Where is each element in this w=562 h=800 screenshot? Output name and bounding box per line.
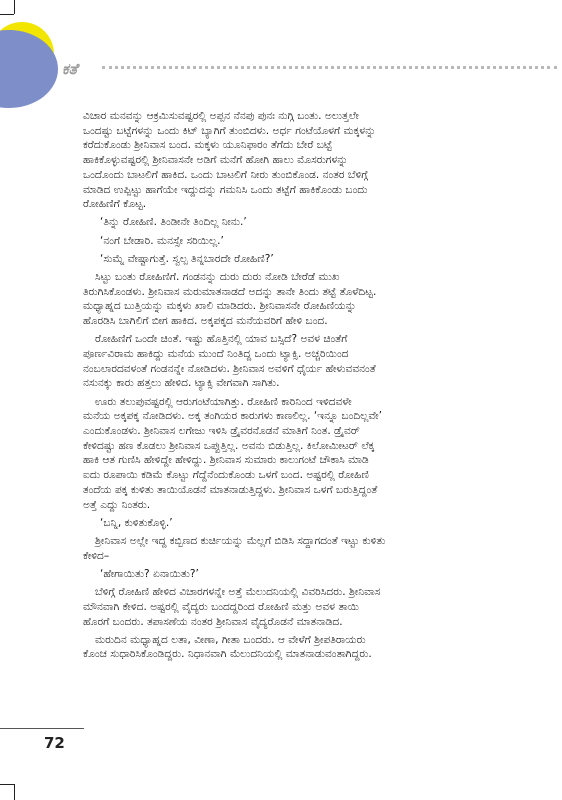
text-line: ಹಾಕಿ ಆತ ಗುಣಿಸಿ ಹೇಳಿದ್ದೇ ಹೇಳಿದ್ದು. ಶ್ರೀನಿವಾಸ ಸುಮಾರು ಕಾಲುಗಂಟೆ ಚೌಕಾಸಿ ಮಾಡಿ xyxy=(83,454,369,467)
dialogue-line xyxy=(83,215,555,230)
paragraph xyxy=(83,534,555,563)
text-line: ಬೆಳಿಗ್ಗೆ ರೋಹಿಣಿ ಹೇಳಿದ ವಿಚಾರಗಳನ್ನೇ ಅತ್ತೆ ಮೆಲುದನಿಯಲ್ಲಿ ವಿವರಿಸಿದರು. ಶ್ರೀನಿವಾಸ xyxy=(95,586,381,599)
text-line: ಮಾಡಿದ ಉಪ್ಪಿಟ್ಟು ಹಾಗೆಯೇ ಇದ್ದುದನ್ನು ಗಮನಿಸಿ ಒಂದು ತಟ್ಟೆಗೆ ಹಾಕಿಕೊಂಡು ಬಂದು xyxy=(83,183,368,196)
paragraph xyxy=(83,633,555,662)
dialogue-line xyxy=(83,516,555,531)
text-line: ಸಿಟ್ಟು ಬಂತು ರೋಹಿಣಿಗೆ. ಗಂಡನನ್ನು ದುರು ದುರು ನೋಡಿ ಬೇರೆಡೆ ಮುಖ xyxy=(95,271,340,284)
text-line: ‘ತಿನ್ನು ರೋಹಿಣಿ. ತಿಂಡೀನೇ ತಿಂದಿಲ್ಲ ನೀನು.’ xyxy=(100,216,247,229)
text-line: ಹೊರಗೆ ಬಂದರು. ತಪಾಸಣೆಯ ನಂತರ ಶ್ರೀನಿವಾಸ ವೈದ್ಯರೊಡನೆ ಮಾತನಾಡಿದ. xyxy=(83,615,343,628)
text-line: ಕೊಂಚ ಸುಧಾರಿಸಿಕೊಂಡಿದ್ದರು. ನಿಧಾನವಾಗಿ ಮೆಲುದನಿಯಲ್ಲಿ ಮಾತನಾಡುವಂತಾಗಿದ್ದರು. xyxy=(83,648,372,661)
text-line: ರೋಹಿಣಿಗೆ ಒಂದೇ ಚಿಂತೆ. ಇಷ್ಟು ಹೊತ್ತಿನಲ್ಲಿ ಯಾವ ಬಸ್ಸಿದೆ? ಅವಳ ಚಿಂತೆಗೆ xyxy=(95,333,348,346)
text-line: ಹೊರಡಿಸಿ ಬಾಗಿಲಿಗೆ ಬೀಗ ಹಾಕಿದ. ಅಕ್ಕಪಕ್ಕದ ಮನೆಯವರಿಗೆ ಹೇಳಿ ಬಂದ. xyxy=(83,315,328,328)
text-line: ಅತ್ತೆ ಎದ್ದು ನಿಂತರು. xyxy=(83,498,151,511)
story-body xyxy=(83,109,555,662)
text-line: ಐದು ರೂಪಾಯಿ ಕಡಿಮೆ ಕೊಟ್ಟು ಗೆದ್ದೆನೆಂದುಕೊಂಡು ಒಳಗೆ ಬಂದ. ಅಷ್ಟರಲ್ಲಿ ರೋಹಿಣಿ xyxy=(83,469,369,482)
text-line: ವಿಚಾರ ಮನವನ್ನು ಆಕ್ರಮಿಸುವಷ್ಟರಲ್ಲಿ ಅಪ್ಪನ ನೆನಪು ಪುನಃ ನುಗ್ಗಿ ಬಂತು. ಅಲುತ್ತಲೇ xyxy=(83,110,359,122)
dialogue-line xyxy=(83,567,555,582)
text-line: ಕರೆದುಕೊಂಡು ಶ್ರೀನಿವಾಸ ಬಂದ. ಮಕ್ಕಳು ಯೂನಿಫಾರಂ ತೆಗೆದು ಬೇರೆ ಬಟ್ಟೆ xyxy=(83,139,333,152)
text-line: ರೋಹಿಣಿಗೆ ಕೊಟ್ಟ. xyxy=(83,198,147,211)
text-line: ಊರು ತಲುಪುವಷ್ಟರಲ್ಲಿ ಆರುಗಂಟೆಯಾಗಿತ್ತು. ರೋಹಿಣಿ ಕಾರಿನಿಂದ ಇಳಿದವಳೇ xyxy=(95,395,352,408)
text-line: ಎಂದುಕೊಂಡಳು. ಶ್ರೀನಿವಾಸ ಲಗೇಜು ಇಳಿಸಿ ಡ್ರೈವರನೊಡನೆ ಮಾತಿಗೆ ನಿಂತ. ಡ್ರೈವರ್ xyxy=(83,425,360,438)
text-line: ‘ನಂಗೆ ಬೇಡಾರಿ. ಮನಸ್ಸೇ ಸರಿಯಿಲ್ಲ.’ xyxy=(100,234,224,247)
text-line: ಒಂದಷ್ಟು ಬಟ್ಟೆಗಳನ್ನು ಒಂದು ಕಿಟ್ ಬ್ಯಾಗಿಗೆ ತುಂಬಿದಳು. ಅರ್ಧ ಗಂಟೆಯೊಳಗೆ ಮಕ್ಕಳನ್ನು xyxy=(83,124,376,137)
text-line: ನಂಬಲಾರದವಳಂತೆ ಗಂಡನನ್ನೇ ನೋಡಿದಳು. ಶ್ರೀನಿವಾಸ ಅವಳಿಗೆ ಧೈರ್ಯ ಹೇಳುವವನಂತೆ xyxy=(83,362,376,375)
text-line: ತಂದೆಯ ಪಕ್ಕ ಕುಳಿತು ತಾಯಿಯೊಡನೆ ಮಾತನಾಡುತ್ತಿದ್ದಳು. ಶ್ರೀನಿವಾಸ ಒಳಗೆ ಬರುತ್ತಿದ್ದಂತೆ xyxy=(83,483,378,496)
text-line: ನಸುನಕ್ಕು ಕಾರು ಹತ್ತಲು ಹೇಳಿದ. ಟ್ಯಾಕ್ಸಿ ವೇಗವಾಗಿ ಸಾಗಿತು. xyxy=(83,377,280,390)
text-line: ‘ಬನ್ನಿ, ಕುಳಿತುಕೊಳ್ಳಿ.’ xyxy=(100,516,173,529)
paragraph xyxy=(83,332,555,391)
text-line: ಮೌನವಾಗಿ ಕೇಳಿದ. ಅಷ್ಟರಲ್ಲಿ ವೈದ್ಯರು ಬಂದದ್ದರಿಂದ ರೋಹಿಣಿ ಮತ್ತು ಅವಳ ತಾಯಿ xyxy=(83,600,360,613)
paragraph xyxy=(83,270,555,329)
page-number: 72 xyxy=(44,734,65,752)
paragraph xyxy=(83,585,555,629)
dialogue-line xyxy=(83,252,555,267)
text-line: ಕೇಳಿದ– xyxy=(83,549,110,562)
text-line: ಮನೆಯ ಅಕ್ಕಪಕ್ಕ ನೋಡಿದಳು. ಅಕ್ಕ ತಂಗಿಯರ ಕಾರುಗಳು ಕಾಣಲಿಲ್ಲ. ‘ಇನ್ನೂ ಬಂದಿಲ್ಲವೇ’ xyxy=(83,410,382,423)
text-line: ‘ಸುಮ್ನೆ ವೇಷ್ಟಾಗುತ್ತೆ. ಸ್ವಲ್ಪ ತಿನ್ನಬಾರದೇ ರೋಹಿಣಿ?’ xyxy=(100,252,274,265)
crop-mark-top-v xyxy=(14,0,15,14)
crop-mark-bottom-h xyxy=(0,784,14,785)
text-line: ‘ಹೇಗಾಯಿತು? ಏನಾಯಿತು?’ xyxy=(100,567,199,580)
text-line: ಪೂರ್ಣವಿರಾಮ ಹಾಕಿದ್ದು ಮನೆಯ ಮುಂದೆ ನಿಂತಿದ್ದ ಒಂದು ಟ್ಯಾಕ್ಸಿ. ಅಚ್ಚರಿಯಿಂದ xyxy=(83,348,349,361)
paragraph xyxy=(83,395,555,513)
text-line: ಮಧ್ಯಾಹ್ನದ ಬುತ್ತಿಯನ್ನು ಮಕ್ಕಳು ಖಾಲಿ ಮಾಡಿದರು. ಶ್ರೀನಿವಾಸನೇ ರೋಹಿಣಿಯನ್ನು xyxy=(83,300,357,313)
text-line: ಹಾಕಿಕೊಳ್ಳುವಷ್ಟರಲ್ಲಿ ಶ್ರೀನಿವಾಸನೇ ಅಡಿಗೆ ಮನೆಗೆ ಹೋಗಿ ಹಾಲು ಮೊಸರುಗಳನ್ನು xyxy=(83,154,348,167)
crop-mark-bottom-v xyxy=(14,784,15,800)
text-line: ಶ್ರೀನಿವಾಸ ಅಲ್ಲೇ ಇದ್ದ ಕಬ್ಬಿಣದ ಕುರ್ಚಿಯನ್ನು ಮೆಲ್ಲಗೆ ಬಿಡಿಸಿ ಸದ್ದಾಗದಂತೆ ಇಟ್ಟು ಕುಳಿತು xyxy=(95,534,386,547)
text-line: ಒಂದೊಂದು ಬಾಟಲಿಗೆ ಹಾಕಿದ. ಒಂದು ಬಾಟಲಿಗೆ ನೀರು ತುಂಬಿಕೊಂಡ. ನಂತರ ಬೆಳಿಗ್ಗೆ xyxy=(83,168,369,181)
dotted-divider xyxy=(102,66,557,69)
section-label: ಕತೆ xyxy=(62,60,78,78)
text-line: ಕೇಳಿದಷ್ಟು ಹಣ ಕೊಡಲು ಶ್ರೀನಿವಾಸ ಒಪ್ಪುತ್ತಿಲ್ಲ. ಅವನು ಬಿಡುತ್ತಿಲ್ಲ. ಕಿಲೋಮೀಟರ್ ಲೆಕ್ಕ xyxy=(83,439,375,452)
text-line: ಮರುದಿನ ಮಧ್ಯಾಹ್ನದ ಲತಾ, ವೀಣಾ, ಗೀತಾ ಬಂದರು. ಆ ವೇಳೆಗೆ ಶ್ರೀಪತಿರಾಯರು xyxy=(95,633,366,646)
crop-mark-top-h xyxy=(0,14,14,15)
footer-rule xyxy=(0,728,84,729)
dialogue-line xyxy=(83,234,555,249)
paragraph xyxy=(83,109,555,212)
text-line: ತಿರುಗಿಸಿಕೊಂಡಳು. ಶ್ರೀನಿವಾಸ ಮರುಮಾತನಾಡದೆ ಅದನ್ನು ತಾನೇ ತಿಂದು ತಟ್ಟೆ ತೊಳೆದಿಟ್ಟ. xyxy=(83,285,377,298)
